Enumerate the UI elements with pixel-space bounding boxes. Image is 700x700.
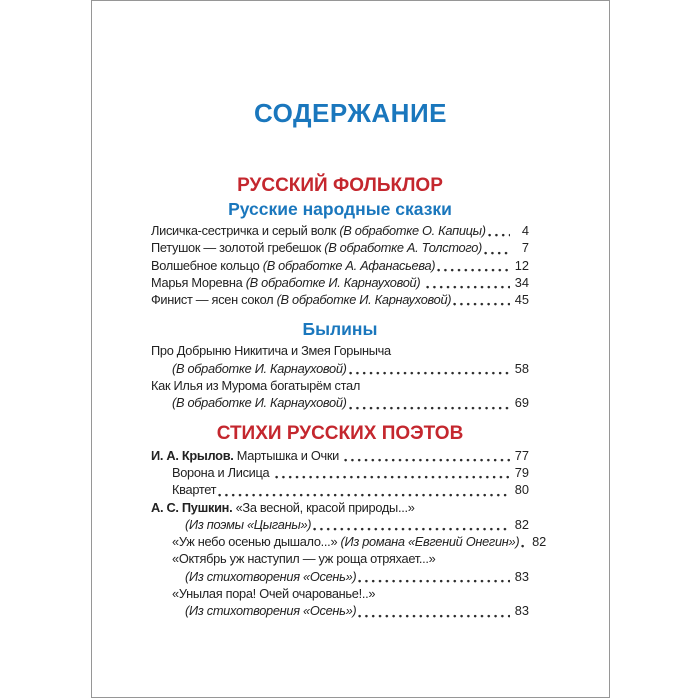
page-number: 4 xyxy=(521,223,529,238)
page-number: 34 xyxy=(514,274,529,290)
page-number: 80 xyxy=(514,482,529,498)
entry-part: «Октябрь уж наступил — уж роща отряхает...» xyxy=(172,551,436,567)
entry-text xyxy=(151,516,311,533)
page-title: СОДЕРЖАНИЕ xyxy=(254,98,447,128)
entry-text xyxy=(151,342,391,359)
entry-text xyxy=(151,499,415,516)
toc-row xyxy=(151,568,529,585)
entry-text xyxy=(151,568,356,585)
page-number: 82 xyxy=(532,534,547,550)
entry-part: (В обработке А. Толстого) xyxy=(324,240,482,256)
dot-leader xyxy=(488,233,510,237)
page-number: 45 xyxy=(514,292,529,308)
toc-row xyxy=(151,394,529,411)
toc-row xyxy=(151,481,529,498)
toc xyxy=(92,175,609,620)
page-number: 12 xyxy=(514,257,529,273)
entry-part: (Из романа «Евгений Онегин») xyxy=(340,534,520,550)
toc-row xyxy=(151,533,547,550)
toc-row xyxy=(151,447,529,464)
entry-text xyxy=(151,602,356,619)
dot-leader xyxy=(521,544,527,548)
entry-part: А. С. Пушкин. xyxy=(151,499,233,515)
entry-part: Марья Моревна xyxy=(151,274,246,290)
entry-part: И. А. Крылов. xyxy=(151,447,234,463)
page-number: 79 xyxy=(514,464,529,480)
dot-leader xyxy=(358,614,510,618)
dot-leader xyxy=(484,251,510,255)
entry-text xyxy=(151,585,375,602)
toc-row xyxy=(151,274,529,291)
entry-text xyxy=(151,274,424,291)
dot-leader xyxy=(426,285,510,289)
entry-text xyxy=(151,257,435,274)
dot-leader xyxy=(453,302,510,306)
dot-leader xyxy=(358,579,510,583)
entry-text xyxy=(151,464,273,481)
toc-row xyxy=(151,239,529,256)
entry-part: (В обработке И. Карнауховой) xyxy=(245,274,424,290)
page-number: 83 xyxy=(514,603,529,619)
entry-text xyxy=(151,377,360,394)
entry-part: «Уж небо осенью дышало...» xyxy=(172,534,341,550)
entry-part: (В обработке О. Капицы) xyxy=(339,223,486,238)
entry-part: (Из стихотворения «Осень») xyxy=(185,603,357,619)
entry-part: «Унылая пора! Очей очарованье!..» xyxy=(172,586,376,602)
toc-row xyxy=(151,257,529,274)
entry-text xyxy=(151,291,451,308)
page-number: 58 xyxy=(514,360,529,376)
entry-part: (В обработке А. Афанасьева) xyxy=(262,257,436,273)
entry-text xyxy=(151,550,435,567)
toc-section xyxy=(151,319,529,411)
entry-part: Ворона и Лисица xyxy=(172,464,273,480)
toc-row xyxy=(151,291,529,308)
entry-part: Мартышка и Очки xyxy=(233,447,343,463)
entry-part: (Из стихотворения «Осень») xyxy=(185,568,357,584)
entry-text xyxy=(151,481,216,498)
section-heading: РУССКИЙ ФОЛЬКЛОР xyxy=(237,175,443,196)
toc-row xyxy=(151,499,529,516)
toc-row xyxy=(151,342,529,359)
entry-part: (Из поэмы «Цыганы») xyxy=(185,516,312,532)
entry-part: (В обработке И. Карнауховой) xyxy=(276,292,452,308)
dot-leader xyxy=(313,527,510,531)
dot-leader xyxy=(344,458,510,462)
entry-part: Волшебное кольцо xyxy=(151,257,263,273)
entry-text xyxy=(151,394,347,411)
entry-text xyxy=(151,239,482,256)
entry-text xyxy=(151,447,342,464)
entry-part: Петушок — золотой гребешок xyxy=(151,240,325,256)
entry-part: (В обработке И. Карнауховой) xyxy=(172,395,347,411)
entry-part: Как Илья из Мурома богатырём стал xyxy=(151,378,360,394)
section-heading: Былины xyxy=(302,319,378,340)
toc-page xyxy=(91,0,610,698)
toc-section xyxy=(151,422,547,620)
page-number: 83 xyxy=(514,568,529,584)
entry-text xyxy=(151,533,519,550)
toc-section xyxy=(151,175,529,308)
toc-row xyxy=(151,360,529,377)
page-number: 77 xyxy=(514,447,529,463)
entry-text xyxy=(151,222,486,239)
section-heading: Русские народные сказки xyxy=(228,199,452,219)
page-number: 82 xyxy=(514,516,529,532)
dot-leader xyxy=(218,493,510,497)
entry-part: (В обработке И. Карнауховой) xyxy=(172,360,347,376)
toc-row xyxy=(151,464,529,481)
dot-leader xyxy=(349,406,510,410)
entry-part: Квартет xyxy=(172,482,217,498)
toc-row xyxy=(151,516,529,533)
entry-part: Про Добрыню Никитича и Змея Горыныча xyxy=(151,343,391,359)
dot-leader xyxy=(275,475,510,479)
section-heading: СТИХИ РУССКИХ ПОЭТОВ xyxy=(216,422,464,444)
toc-row xyxy=(151,377,529,394)
entry-part: «За весной, красой природы...» xyxy=(232,499,415,515)
toc-row xyxy=(151,222,529,239)
toc-row xyxy=(151,602,529,619)
dot-leader xyxy=(437,268,510,272)
toc-row xyxy=(151,550,529,567)
entry-part: Лисичка-сестричка и серый волк xyxy=(151,223,340,238)
page-number: 7 xyxy=(521,240,529,256)
page-number: 69 xyxy=(514,395,529,411)
entry-text xyxy=(151,360,347,377)
entry-part: Финист — ясен сокол xyxy=(151,292,277,308)
dot-leader xyxy=(349,371,510,375)
toc-row xyxy=(151,585,529,602)
